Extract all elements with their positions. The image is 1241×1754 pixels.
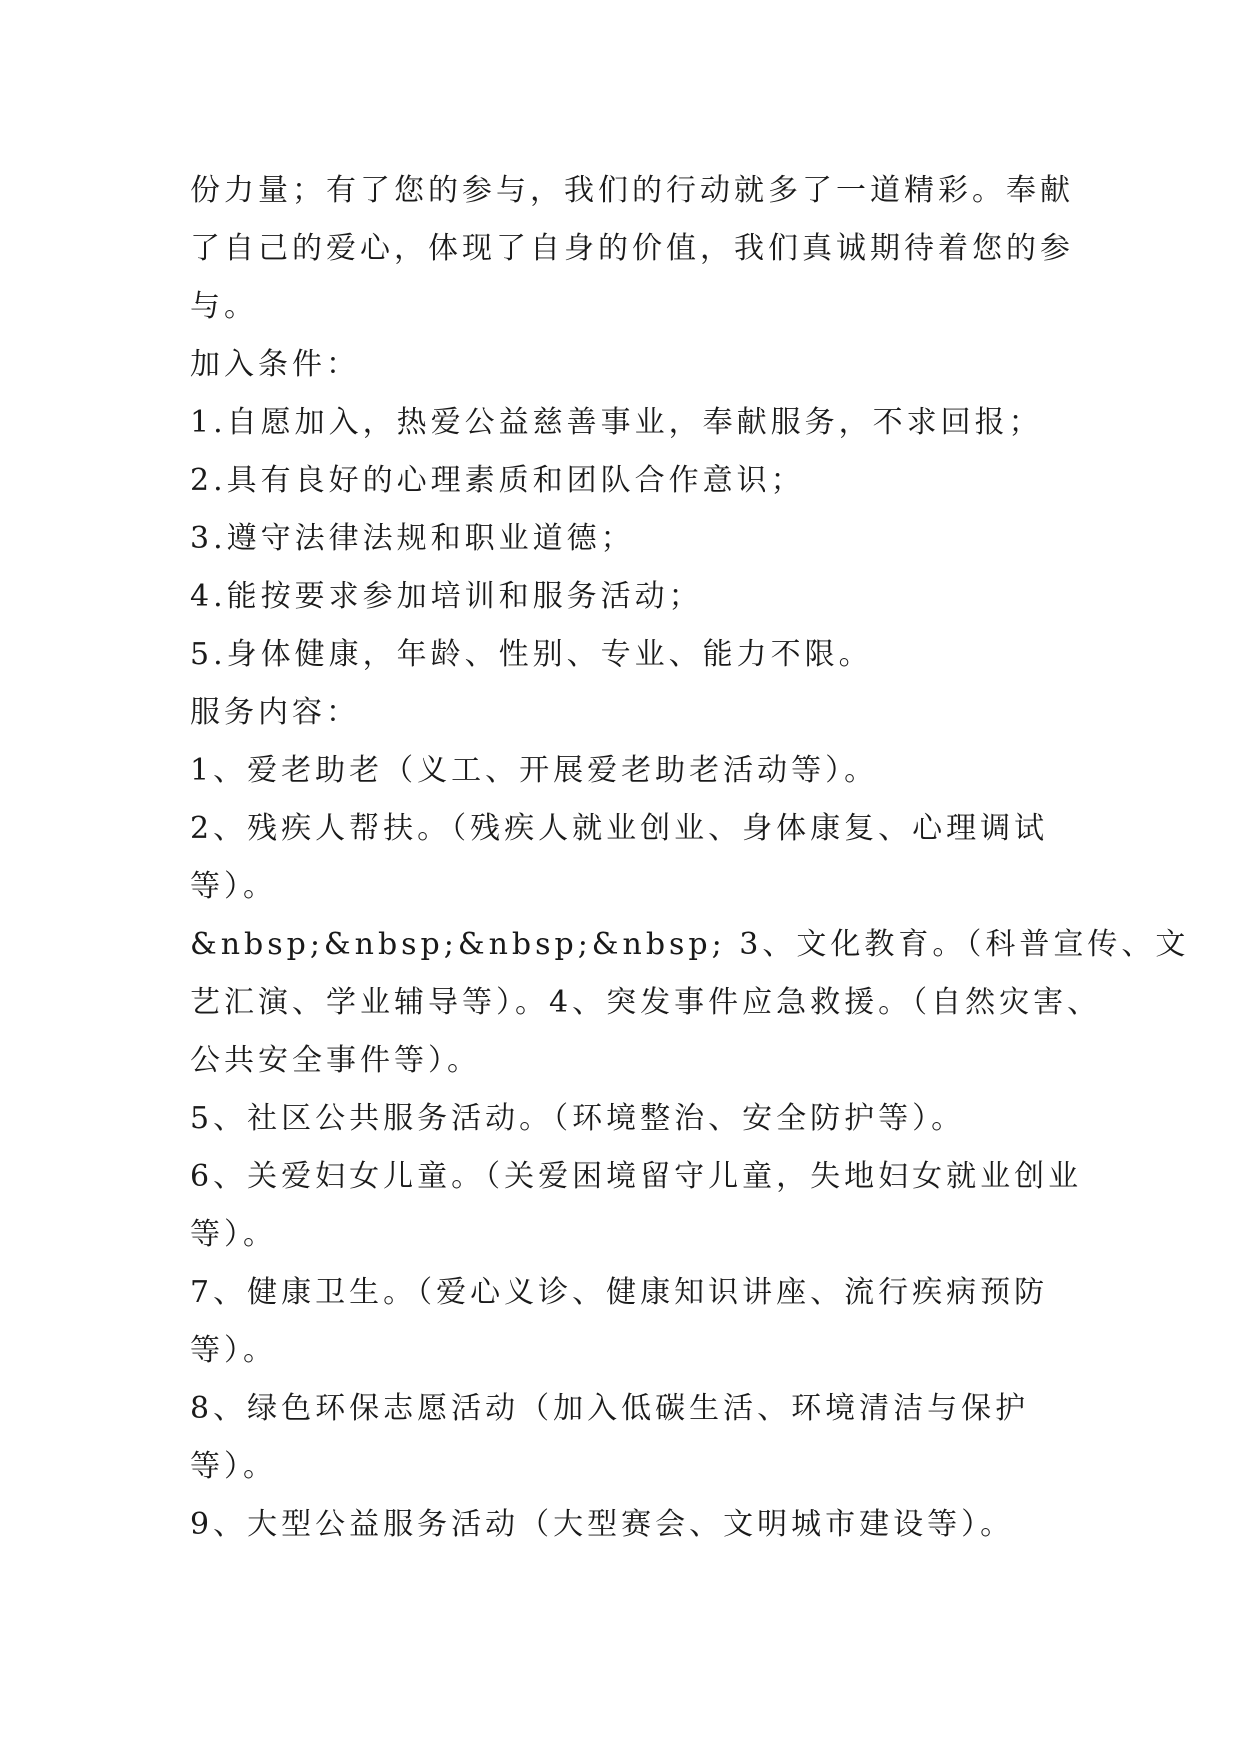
service-item: 2、残疾人帮扶。（残疾人就业创业、身体康复、心理调试 bbox=[190, 811, 1049, 846]
condition-item: 4.能按要求参加培训和服务活动； bbox=[190, 579, 703, 614]
condition-item: 5.身体健康，年龄、性别、专业、能力不限。 bbox=[190, 637, 873, 672]
service-item-continuation: 等）。 bbox=[190, 1333, 277, 1368]
condition-item: 2.具有良好的心理素质和团队合作意识； bbox=[190, 463, 805, 498]
service-item: 9、大型公益服务活动（大型赛会、文明城市建设等）。 bbox=[190, 1507, 1015, 1542]
paragraph-line: 与。 bbox=[190, 289, 258, 324]
body-text bbox=[190, 162, 1190, 1554]
service-item-continuation: 等）。 bbox=[190, 1217, 277, 1252]
service-item: 8、绿色环保志愿活动（加入低碳生活、环境清洁与保护 bbox=[190, 1391, 1030, 1426]
service-item: &nbsp;&nbsp;&nbsp;&nbsp; 3、文化教育。（科普宣传、文 bbox=[190, 927, 1190, 962]
service-item: 艺汇演、学业辅导等）。4、突发事件应急救援。（自然灾害、 bbox=[190, 985, 1102, 1020]
condition-item: 3.遵守法律法规和职业道德； bbox=[190, 521, 635, 556]
service-item-continuation: 等）。 bbox=[190, 869, 277, 904]
service-item: 1、爱老助老（义工、开展爱老助老活动等）。 bbox=[190, 753, 879, 788]
section-heading-join-conditions: 加入条件： bbox=[190, 347, 360, 382]
service-item: 6、关爱妇女儿童。（关爱困境留守儿童，失地妇女就业创业 bbox=[190, 1159, 1083, 1194]
condition-item: 1.自愿加入，热爱公益慈善事业，奉献服务，不求回报； bbox=[190, 405, 1043, 440]
paragraph-line: 份力量；有了您的参与，我们的行动就多了一道精彩。奉献 bbox=[190, 173, 1074, 208]
service-item-continuation: 公共安全事件等）。 bbox=[190, 1043, 481, 1078]
section-heading-service-content: 服务内容： bbox=[190, 695, 360, 730]
service-item: 5、社区公共服务活动。（环境整治、安全防护等）。 bbox=[190, 1101, 966, 1136]
service-item-continuation: 等）。 bbox=[190, 1449, 277, 1484]
paragraph-line: 了自己的爱心，体现了自身的价值，我们真诚期待着您的参 bbox=[190, 231, 1074, 266]
service-item: 7、健康卫生。（爱心义诊、健康知识讲座、流行疾病预防 bbox=[190, 1275, 1049, 1310]
